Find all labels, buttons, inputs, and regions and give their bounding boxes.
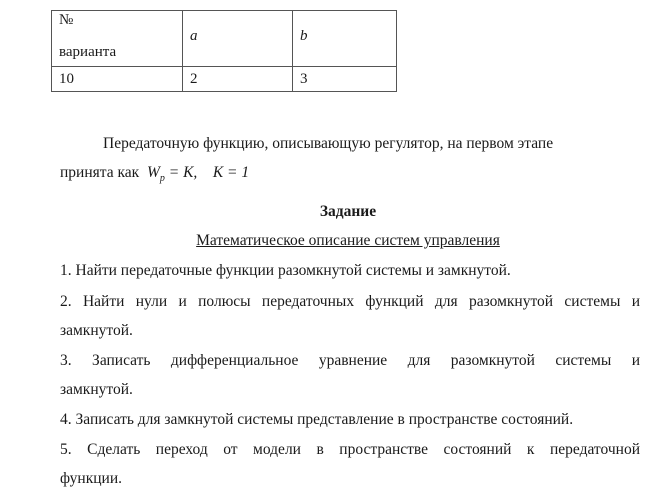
subheading-wrapper	[0, 232, 666, 250]
formula-eq1: = K,	[164, 164, 198, 181]
task-2-line-1: 2. Найти нули и полюсы передаточных функций для разомкнутой системы и	[60, 293, 640, 310]
paragraph-line-1: Передаточную функцию, описывающую регулятор, на первом этапе	[103, 135, 554, 152]
section-heading: Задание	[319, 203, 377, 220]
task-4: 4. Записать для замкнутой системы представление в пространстве состояний.	[60, 411, 574, 428]
header-b-label: b	[300, 28, 308, 44]
header-variant-label: варианта	[59, 44, 117, 60]
header-cell-variant	[52, 11, 183, 67]
table-row	[52, 67, 397, 92]
table-header-row	[52, 11, 397, 67]
cell-b-value: 3	[293, 67, 397, 92]
paragraph-line-2-prefix: принята как	[60, 164, 140, 181]
cell-a-value: 2	[183, 67, 293, 92]
cell-variant-value: 10	[52, 67, 183, 92]
regulator-formula	[143, 164, 250, 185]
header-cell-b	[293, 11, 397, 67]
section-subheading: Математическое описание систем управления	[196, 232, 500, 249]
header-cell-a	[183, 11, 293, 67]
formula-w: W	[146, 164, 160, 181]
paragraph-line-2	[60, 164, 249, 184]
task-3-line-1: 3. Записать дифференциальное уравнение для разомкнутой системы и	[60, 352, 640, 369]
task-5-line-2: функции.	[60, 470, 122, 487]
task-3-line-2: замкнутой.	[60, 381, 133, 398]
task-5-line-1: 5. Сделать переход от модели в пространстве состояний к передаточной	[60, 441, 640, 458]
task-1: 1. Найти передаточные функции разомкнутой системы и замкнутой.	[60, 262, 511, 279]
formula-eq2: K = 1	[212, 164, 250, 181]
task-2-line-2: замкнутой.	[60, 322, 133, 339]
header-a-label: a	[190, 28, 198, 44]
variant-table	[51, 10, 397, 92]
header-variant-symbol: №	[59, 12, 74, 28]
formula-subscript: p	[159, 173, 165, 185]
